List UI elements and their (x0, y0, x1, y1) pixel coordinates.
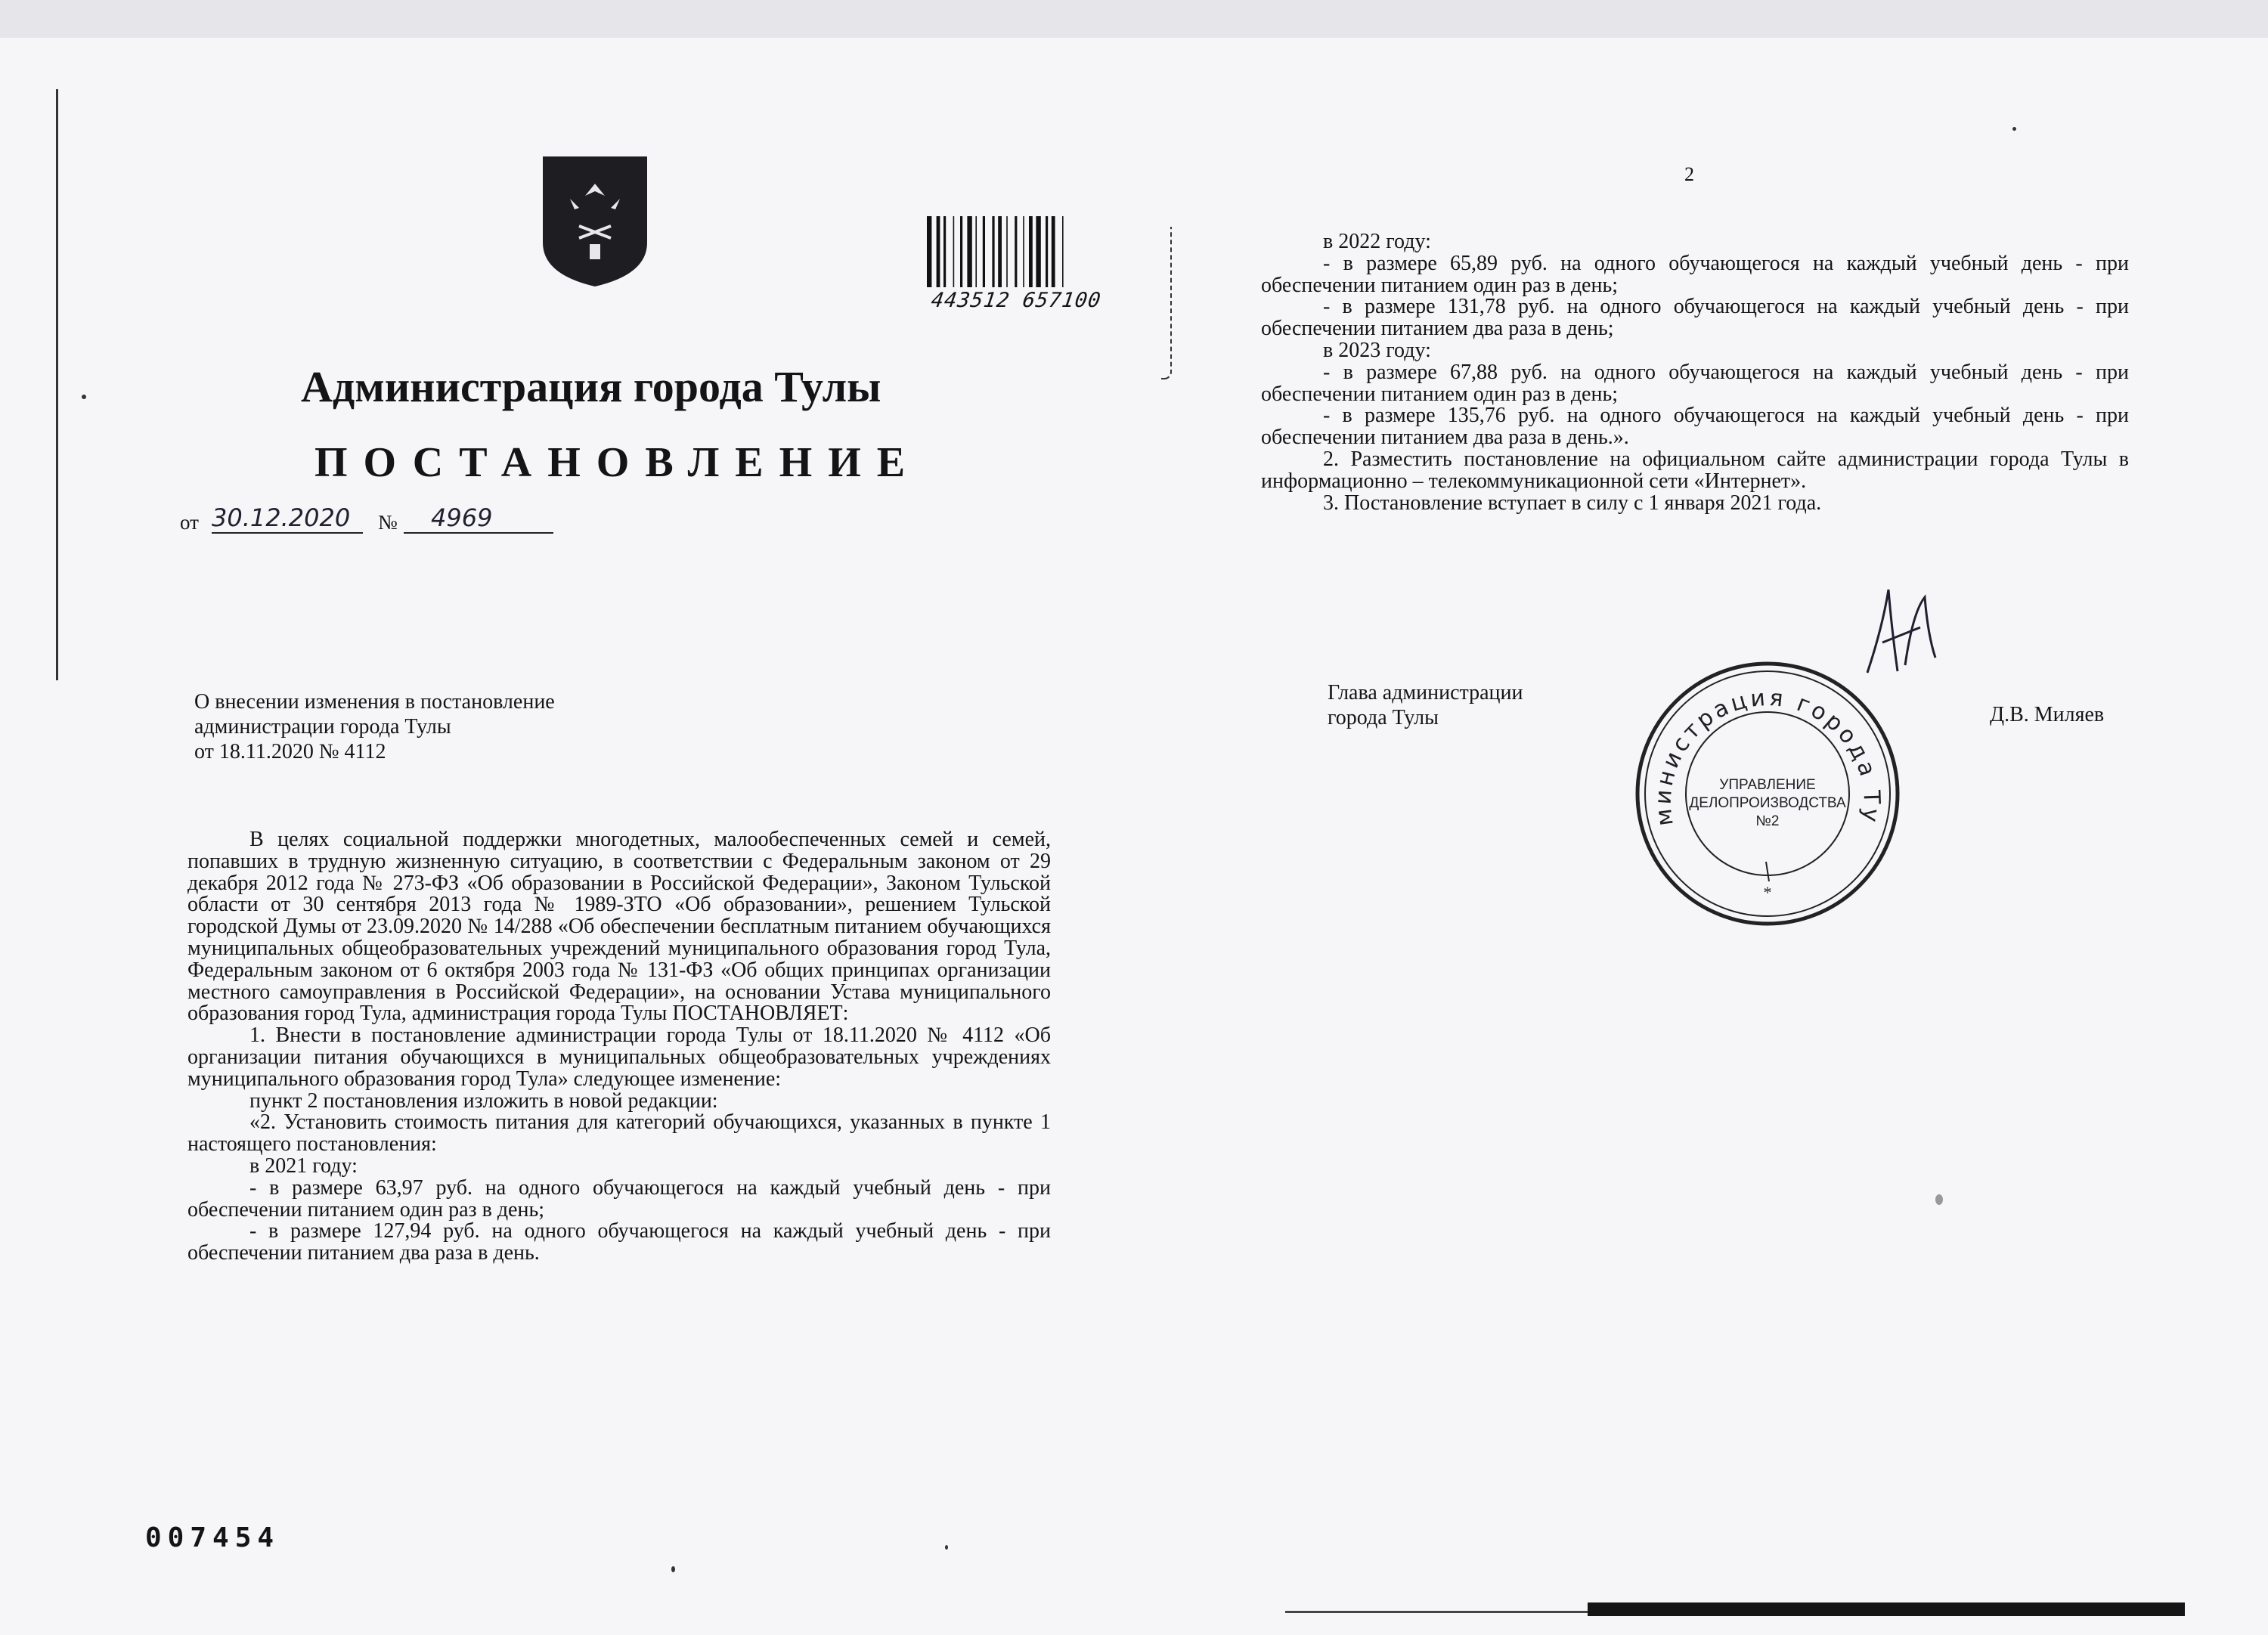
barcode-bar (975, 216, 977, 287)
scan-speck (671, 1566, 675, 1572)
year-2022-heading: в 2022 году: (1323, 230, 1431, 253)
document-type: ПОСТАНОВЛЕНИЕ (314, 439, 922, 486)
date-prefix: от (180, 511, 199, 534)
stamp-center-text (1669, 776, 1866, 831)
stamp-ring-text: министрация города Ту (1650, 684, 1885, 828)
barcode-bar (953, 216, 955, 287)
barcode-bar (1036, 216, 1040, 287)
clause-2-publish: 2. Разместить постановление на официальном сайте администрации города Тулы в информационно – телекоммуникационной сети «Интернет». (1261, 447, 2129, 493)
page1-body (187, 829, 1051, 1265)
rate-2021-once: - в размере 63,97 руб. на одного обучающегося на каждый учебный день - при обеспечении питанием один раз в день; (187, 1175, 1051, 1222)
year-2021-heading: в 2021 году: (249, 1153, 358, 1178)
clause-3-effective: 3. Постановление вступает в силу с 1 января 2021 года. (1323, 491, 1822, 515)
subject-line: О внесении изменения в постановление (194, 690, 555, 714)
scan-bottom-line (1285, 1611, 1588, 1613)
barcode-bar (998, 216, 1002, 287)
page-number: 2 (1684, 163, 1694, 185)
handwritten-date: 30.12.2020 (212, 503, 363, 534)
handwritten-number: 4969 (404, 503, 553, 534)
barcode-bar (1023, 216, 1024, 287)
barcode-bar (1052, 216, 1055, 287)
barcode-bar (1062, 216, 1064, 287)
amendment-intro: пункт 2 постановления изложить в новой редакции: (249, 1088, 718, 1113)
scan-speck (2012, 127, 2016, 131)
barcode-margin-mark (1161, 227, 1172, 379)
rate-2023-twice: - в размере 135,76 руб. на одного обучающегося на каждый учебный день - при обеспечении питанием два раза в день.». (1261, 404, 2129, 450)
year-2023-heading: в 2023 году: (1323, 338, 1431, 362)
clause-1: 1. Внести в постановление администрации города Тулы от 18.11.2020 № 4112 «Об организации питания обучающихся в муниципальных общеобразовательных учреждениях муниципального образования город Тула» следующее изменение: (187, 1023, 1051, 1091)
rate-2022-twice: - в размере 131,78 руб. на одного обучающегося на каждый учебный день - при обеспечении питанием два раза в день; (1261, 295, 2129, 341)
scan-speck (82, 395, 86, 399)
barcode-bar (1015, 216, 1017, 287)
barcode-bar (1046, 216, 1048, 287)
signer-title-line: города Тулы (1328, 706, 1439, 729)
signer-name: Д.В. Миляев (1990, 703, 2105, 726)
scan-fold-line (56, 89, 58, 680)
barcode-number: 443512 657100 (929, 289, 1103, 312)
number-label: № (378, 511, 398, 534)
svg-text:*: * (1763, 883, 1772, 902)
barcode-bar (927, 216, 931, 287)
signer-title-line: Глава администрации (1328, 681, 1523, 704)
page2-body (1261, 231, 2129, 514)
document-subject (194, 689, 555, 764)
stamp-line: УПРАВЛЕНИЕ (1719, 777, 1816, 793)
signer-title (1328, 680, 1523, 730)
official-seal-stamp (1631, 658, 1904, 930)
barcode-bar (967, 216, 971, 287)
barcode-bar (1029, 216, 1033, 287)
preamble-paragraph: В целях социальной поддержки многодетных, малообеспеченных семей и семей, попавших в трудную жизненную ситуацию, в соответствии с Федеральным законом от 29 декабря 2012 года № 273-ФЗ «Об образовании в Российской Федерации», Законом Тульской области от 30 сентября 2013 года № 1989-ЗТО «Об образовании», решением Тульской городской Думы от 23.09.2020 № 14/288 «Об обеспечении бесплатным питанием обучающихся муниципальных общеобразовательных учреждений муниципального образования город Тула, Федеральным законом от 6 октября 2003 года № 131-ФЗ «Об общих принципах организации местного самоуправления в Российской Федерации», на основании Устава муниципального образования город Тула, администрация города Тулы ПОСТАНОВЛЯЕТ: (187, 828, 1051, 1026)
barcode-bar (1006, 216, 1008, 287)
stamp-line: ДЕЛОПРОИЗВОДСТВА (1689, 795, 1846, 811)
stamp-line: №2 (1755, 813, 1780, 829)
scan-bottom-border (1588, 1602, 2185, 1616)
scan-top-border (0, 0, 2268, 38)
rate-2022-once: - в размере 65,89 руб. на одного обучающегося на каждый учебный день - при обеспечении питанием один раз в день; (1261, 251, 2129, 297)
barcode-bar (983, 216, 985, 287)
date-number-line (180, 503, 493, 534)
barcode (924, 216, 1117, 317)
coat-of-arms-icon (540, 153, 650, 288)
scan-speck (1935, 1194, 1943, 1205)
barcode-bar (992, 216, 994, 287)
barcode-bar (960, 216, 962, 287)
subject-line: от 18.11.2020 № 4112 (194, 740, 386, 763)
barcode-bar (943, 216, 946, 287)
rate-2021-twice: - в размере 127,94 руб. на одного обучающегося на каждый учебный день - при обеспечении питанием два раза в день. (187, 1219, 1051, 1265)
subject-line: администрации города Тулы (194, 715, 451, 739)
rate-2023-once: - в размере 67,88 руб. на одного обучающегося на каждый учебный день - при обеспечении питанием один раз в день; (1261, 360, 2129, 406)
scan-speck (945, 1545, 948, 1550)
barcode-bar (937, 216, 940, 287)
new-clause-2: «2. Установить стоимость питания для категорий обучающихся, указанных в пункте 1 настоящего постановления: (187, 1110, 1051, 1157)
form-serial-number: 007454 (145, 1522, 280, 1553)
agency-title: Администрация города Тулы (301, 362, 881, 411)
